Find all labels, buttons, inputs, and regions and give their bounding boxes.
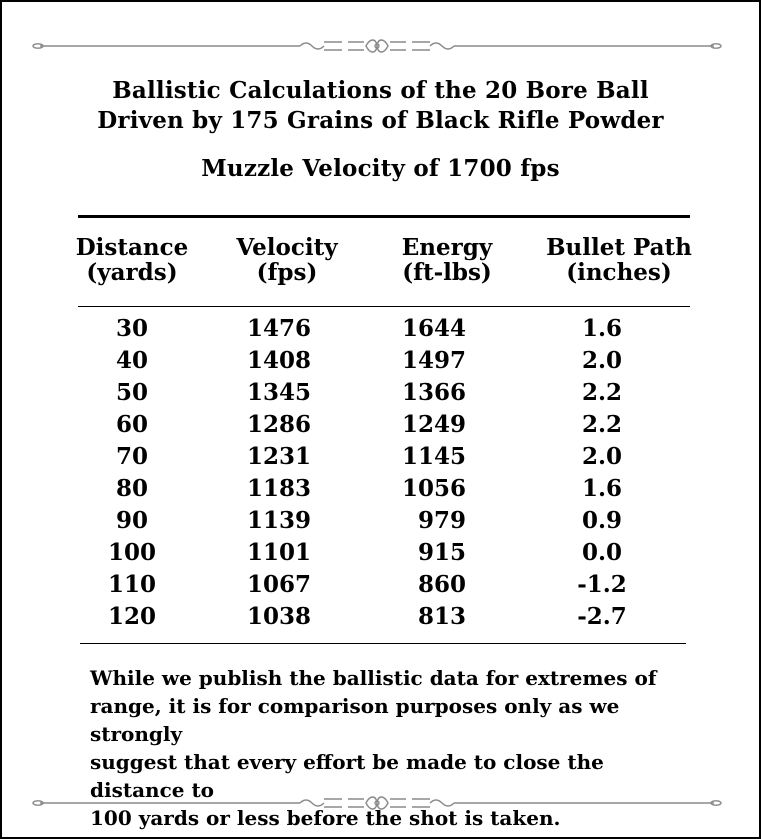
cell-distance: 90 <box>115 507 148 534</box>
cell-bullet-path: 0.0 <box>581 539 622 566</box>
note-line-4: 100 yards or less before the shot is taken. <box>90 806 561 830</box>
title-line-1: Ballistic Calculations of the 20 Bore Ball <box>112 77 649 104</box>
cell-bullet-path: 2.0 <box>581 443 622 470</box>
top-flourish-divider <box>32 38 722 54</box>
cell-velocity: 1231 <box>246 443 311 470</box>
table-row <box>2 602 759 634</box>
cell-velocity: 1101 <box>246 539 311 566</box>
cell-energy: 1145 <box>401 443 466 470</box>
cell-energy: 1497 <box>401 347 466 374</box>
cell-bullet-path: 1.6 <box>581 315 622 342</box>
table-row <box>2 314 759 346</box>
table-row <box>2 378 759 410</box>
subtitle: Muzzle Velocity of 1700 fps <box>201 155 560 182</box>
header-distance-name: Distance <box>75 234 189 261</box>
table-row <box>2 410 759 442</box>
cell-velocity: 1038 <box>246 603 311 630</box>
cell-energy: 1644 <box>401 315 466 342</box>
cell-bullet-path: 2.2 <box>581 379 622 406</box>
table-row <box>2 346 759 378</box>
note-line-3: suggest that every effort be made to close the distance to <box>90 750 604 802</box>
header-bullet-path-unit: (inches) <box>566 259 672 286</box>
table-body <box>2 314 759 634</box>
cell-energy: 1366 <box>401 379 466 406</box>
cell-energy: 1056 <box>401 475 466 502</box>
header-bullet-path <box>536 235 702 285</box>
table-row <box>2 442 759 474</box>
cell-bullet-path: -1.2 <box>577 571 627 598</box>
cell-energy: 1249 <box>401 411 466 438</box>
title-line-2: Driven by 175 Grains of Black Rifle Powder <box>97 107 664 134</box>
cell-distance: 70 <box>115 443 148 470</box>
header-velocity-name: Velocity <box>236 234 338 261</box>
note-line-1: While we publish the ballistic data for extremes of <box>90 666 657 690</box>
cell-energy: 979 <box>417 507 466 534</box>
cell-distance: 50 <box>115 379 148 406</box>
cell-distance: 60 <box>115 411 148 438</box>
cell-energy: 915 <box>417 539 466 566</box>
cell-distance: 100 <box>107 539 156 566</box>
cell-bullet-path: 2.2 <box>581 411 622 438</box>
header-bullet-path-name: Bullet Path <box>546 234 692 261</box>
cell-energy: 860 <box>417 571 466 598</box>
table-top-rule <box>78 215 690 218</box>
cell-distance: 120 <box>107 603 156 630</box>
cell-bullet-path: 2.0 <box>581 347 622 374</box>
header-distance-unit: (yards) <box>86 259 178 286</box>
cell-velocity: 1408 <box>246 347 311 374</box>
cell-bullet-path: 1.6 <box>581 475 622 502</box>
table-row <box>2 474 759 506</box>
table-row <box>2 506 759 538</box>
cell-velocity: 1286 <box>246 411 311 438</box>
cell-bullet-path: 0.9 <box>581 507 622 534</box>
note-line-2: range, it is for comparison purposes only as we strongly <box>90 694 620 746</box>
table-bottom-rule <box>80 643 686 644</box>
cell-bullet-path: -2.7 <box>577 603 627 630</box>
table-row <box>2 538 759 570</box>
cell-velocity: 1345 <box>246 379 311 406</box>
bottom-flourish-divider <box>32 795 722 811</box>
header-energy-name: Energy <box>401 234 493 261</box>
header-distance <box>72 235 192 285</box>
cell-velocity: 1183 <box>246 475 311 502</box>
cell-velocity: 1067 <box>246 571 311 598</box>
cell-distance: 110 <box>107 571 156 598</box>
cell-velocity: 1139 <box>246 507 311 534</box>
cell-distance: 30 <box>115 315 148 342</box>
header-energy-unit: (ft-lbs) <box>402 259 492 286</box>
table-row <box>2 570 759 602</box>
cell-velocity: 1476 <box>246 315 311 342</box>
header-velocity <box>227 235 347 285</box>
header-energy <box>387 235 507 285</box>
cell-distance: 40 <box>115 347 148 374</box>
header-bottom-rule <box>78 306 690 307</box>
cell-energy: 813 <box>417 603 466 630</box>
header-velocity-unit: (fps) <box>256 259 318 286</box>
cell-distance: 80 <box>115 475 148 502</box>
